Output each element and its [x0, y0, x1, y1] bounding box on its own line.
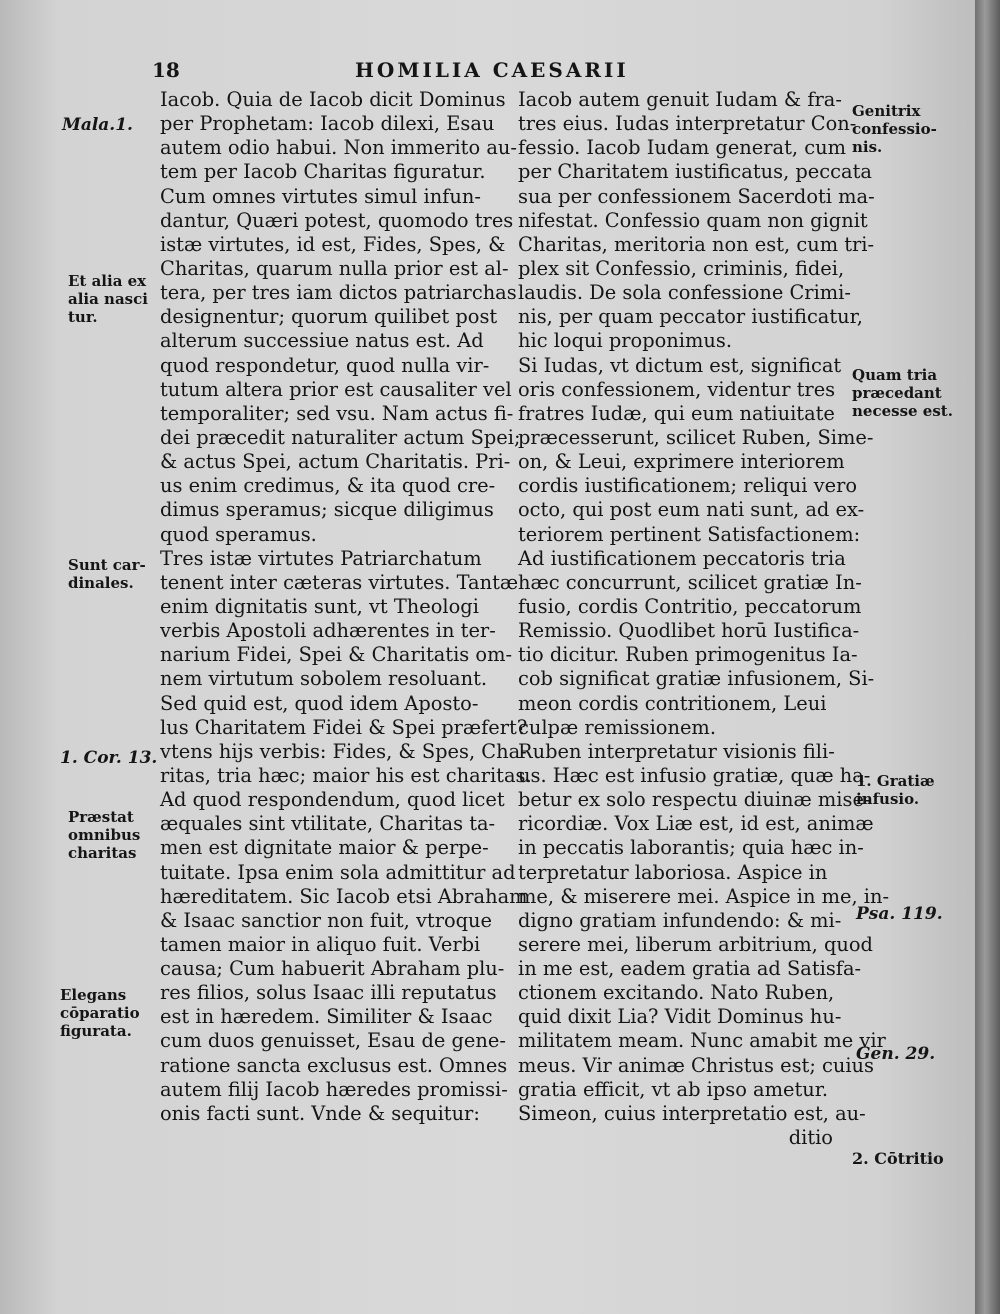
- text-line: est in hæredem. Similiter & Isaac: [160, 1005, 493, 1029]
- text-line: cordis iustificationem; reliqui vero: [518, 474, 858, 498]
- text-line: hæc concurrunt, scilicet gratiæ In-: [518, 570, 862, 594]
- text-line: digno gratiam infundendo: & mi-: [518, 908, 842, 932]
- margin-note-line: Elegans: [60, 986, 127, 1004]
- text-line: tuitate. Ipsa enim sola admittitur ad: [160, 860, 516, 884]
- margin-note-gratiae: [856, 772, 935, 808]
- text-line: & actus Spei, actum Charitatis. Pri-: [160, 450, 511, 474]
- text-line: Ruben interpretatur visionis fili-: [518, 739, 835, 763]
- margin-note-genitrix: [852, 102, 937, 156]
- text-line: tres eius. Iudas interpretatur Con-: [518, 112, 857, 136]
- text-line: teriorem pertinent Satisfactionem:: [518, 522, 861, 546]
- text-line: enim dignitatis sunt, vt Theologi: [160, 594, 479, 618]
- text-line: militatem meam. Nunc amabit me vir: [518, 1029, 886, 1053]
- margin-note-line: 1. Gratiæ: [856, 772, 935, 790]
- margin-note-line: tur.: [68, 308, 98, 326]
- margin-note-line: dinales.: [68, 574, 134, 592]
- text-line: ritas, tria hæc; maior his est charitas.: [160, 763, 532, 787]
- margin-note-line: necesse est.: [852, 402, 953, 420]
- text-line: Ad quod respondendum, quod licet: [160, 788, 505, 812]
- text-line: Iacob autem genuit Iudam & fra-: [518, 88, 842, 111]
- text-line: fratres Iudæ, qui eum natiuitate: [518, 401, 835, 425]
- text-line: præcesserunt, scilicet Ruben, Sime-: [518, 425, 874, 449]
- text-line: quod respondetur, quod nulla vir-: [160, 353, 490, 377]
- text-line: in peccatis laborantis; quia hæc in-: [518, 836, 864, 860]
- text-line: nis, per quam peccator iustificatur,: [518, 305, 863, 329]
- text-line: gratia efficit, vt ab ipso ametur.: [518, 1077, 829, 1101]
- margin-note-cardinales: [68, 556, 146, 592]
- text-line: res filios, solus Isaac illi reputatus: [160, 981, 497, 1005]
- text-line: alterum successiue natus est. Ad: [160, 329, 484, 353]
- text-line: istæ virtutes, id est, Fides, Spes, &: [160, 232, 506, 256]
- text-line: fusio, cordis Contritio, peccatorum: [518, 594, 862, 618]
- text-line: culpæ remissionem.: [518, 715, 716, 739]
- text-line: Si Iudas, vt dictum est, significat: [518, 353, 842, 377]
- text-line: hæreditatem. Sic Iacob etsi Abraham: [160, 884, 528, 908]
- text-line: tera, per tres iam dictos patriarchas: [160, 281, 517, 305]
- margin-note-line: infusio.: [856, 790, 920, 808]
- margin-note-line: præcedant: [852, 384, 942, 402]
- margin-note-quam-tria: [852, 366, 953, 420]
- text-line: men est dignitate maior & perpe-: [160, 836, 489, 860]
- text-line: terpretatur laboriosa. Aspice in: [518, 860, 828, 884]
- margin-note-line: Quam tria: [852, 366, 938, 384]
- margin-note-line: Genitrix: [852, 102, 921, 120]
- margin-note-line: cōparatio: [60, 1004, 140, 1022]
- text-line: dantur, Quæri potest, quomodo tres: [160, 208, 514, 232]
- text-line: Sed quid est, quod idem Aposto-: [160, 691, 479, 715]
- margin-note-contritio: 2. Cōtritio: [852, 1149, 944, 1168]
- margin-note-line: confessio-: [852, 120, 937, 138]
- margin-note-alia: [68, 272, 148, 326]
- text-line: fessio. Iacob Iudam generat, cum: [518, 136, 846, 160]
- text-line: meon cordis contritionem, Leui: [518, 691, 827, 715]
- text-line: temporaliter; sed vsu. Nam actus fi-: [160, 401, 514, 425]
- text-line: Charitas, meritoria non est, cum tri-: [518, 232, 875, 256]
- text-line: plex sit Confessio, criminis, fidei,: [518, 256, 845, 280]
- margin-note-line: alia nasci: [68, 290, 148, 308]
- text-line: quid dixit Lia? Vidit Dominus hu-: [518, 1005, 842, 1029]
- text-line: in me est, eadem gratia ad Satisfa-: [518, 957, 862, 981]
- text-line: nifestat. Confessio quam non gignit: [518, 208, 868, 232]
- text-line: octo, qui post eum nati sunt, ad ex-: [518, 498, 865, 522]
- margin-note-line: charitas: [68, 844, 137, 862]
- text-line: betur ex solo respectu diuinæ mise-: [518, 788, 871, 812]
- text-line: Remissio. Quodlibet horū Iustifica-: [518, 619, 860, 643]
- text-line: dei præcedit naturaliter actum Spei;: [160, 425, 521, 449]
- text-line: oris confessionem, videntur tres: [518, 377, 836, 401]
- text-line: Cum omnes virtutes simul infun-: [160, 184, 481, 208]
- text-line: us. Hæc est infusio gratiæ, quæ ha-: [518, 763, 871, 787]
- text-line: causa; Cum habuerit Abraham plu-: [160, 957, 505, 981]
- margin-note-line: Et alia ex: [68, 272, 147, 290]
- text-line: quod speramus.: [160, 522, 317, 546]
- text-line: nem virtutum sobolem resoluant.: [160, 667, 488, 691]
- text-line: Charitas, quarum nulla prior est al-: [160, 256, 509, 280]
- text-line: hic loqui proponimus.: [518, 329, 732, 353]
- text-line: us enim credimus, & ita quod cre-: [160, 474, 496, 498]
- text-line: autem filij Iacob hæredes promissi-: [160, 1077, 508, 1101]
- text-line: designentur; quorum quilibet post: [160, 305, 498, 329]
- text-line: vtens hijs verbis: Fides, & Spes, Cha-: [160, 739, 527, 763]
- text-line: cum duos genuisset, Esau de gene-: [160, 1029, 506, 1053]
- running-head: HOMILIA CAESARII: [355, 58, 629, 82]
- text-line: meus. Vir animæ Christus est; cuius: [518, 1053, 874, 1077]
- text-line: tio dicitur. Ruben primogenitus Ia-: [518, 643, 858, 667]
- text-line: tamen maior in aliquo fuit. Verbi: [160, 932, 481, 956]
- text-line: tutum altera prior est causaliter vel: [160, 377, 512, 401]
- text-line: Tres istæ virtutes Patriarchatum: [160, 546, 482, 570]
- text-line: laudis. De sola confessione Crimi-: [518, 281, 851, 305]
- text-line: & Isaac sanctior non fuit, vtroque: [160, 908, 493, 932]
- text-line: verbis Apostoli adhærentes in ter-: [160, 619, 496, 643]
- text-line: tem per Iacob Charitas figuratur.: [160, 160, 486, 184]
- text-line: autem odio habui. Non immerito au-: [160, 136, 517, 160]
- text-line: per Prophetam: Iacob dilexi, Esau: [160, 112, 495, 136]
- book-spine-shadow: [975, 0, 1000, 1314]
- text-line: tenent inter cæteras virtutes. Tantæ: [160, 570, 519, 594]
- margin-ref-cor: 1. Cor. 13.: [60, 748, 158, 768]
- text-line: cob significat gratiæ infusionem, Si-: [518, 667, 875, 691]
- text-line: on, & Leui, exprimere interiorem: [518, 450, 845, 474]
- text-line: per Charitatem iustificatus, peccata: [518, 160, 872, 184]
- text-line: Iacob. Quia de Iacob dicit Dominus: [160, 88, 506, 111]
- margin-note-line: Præstat: [68, 808, 134, 826]
- margin-note-line: figurata.: [60, 1022, 132, 1040]
- text-line: ctionem excitando. Nato Ruben,: [518, 981, 835, 1005]
- margin-note-line: nis.: [852, 138, 883, 156]
- page-number: 18: [152, 58, 180, 82]
- text-line: onis facti sunt. Vnde & sequitur:: [160, 1101, 480, 1125]
- text-line: Simeon, cuius interpretatio est, au-: [518, 1101, 866, 1125]
- text-line: me, & miserere mei. Aspice in me, in-: [518, 884, 890, 908]
- text-line: ricordiæ. Vox Liæ est, id est, animæ: [518, 812, 874, 836]
- text-line: Ad iustificationem peccatoris tria: [518, 546, 846, 570]
- text-line: dimus speramus; sicque diligimus: [160, 498, 494, 522]
- margin-note-line: Sunt car-: [68, 556, 146, 574]
- margin-note-elegans: [60, 986, 140, 1040]
- margin-ref-gen: Gen. 29.: [856, 1044, 936, 1064]
- text-line: lus Charitatem Fidei & Spei præfert?: [160, 715, 528, 739]
- margin-note-line: omnibus: [68, 826, 141, 844]
- text-line: sua per confessionem Sacerdoti ma-: [518, 184, 875, 208]
- text-line: ratione sancta exclusus est. Omnes: [160, 1053, 508, 1077]
- text-line: æquales sint vtilitate, Charitas ta-: [160, 812, 496, 836]
- margin-ref-psa: Psa. 119.: [856, 904, 943, 924]
- text-line: narium Fidei, Spei & Charitatis om-: [160, 643, 513, 667]
- text-line: ditio: [788, 1126, 833, 1150]
- margin-ref-mala: Mala.1.: [62, 115, 133, 135]
- text-line: serere mei, liberum arbitrium, quod: [518, 932, 873, 956]
- margin-note-praestat: [68, 808, 140, 862]
- left-text-column: [160, 88, 532, 1126]
